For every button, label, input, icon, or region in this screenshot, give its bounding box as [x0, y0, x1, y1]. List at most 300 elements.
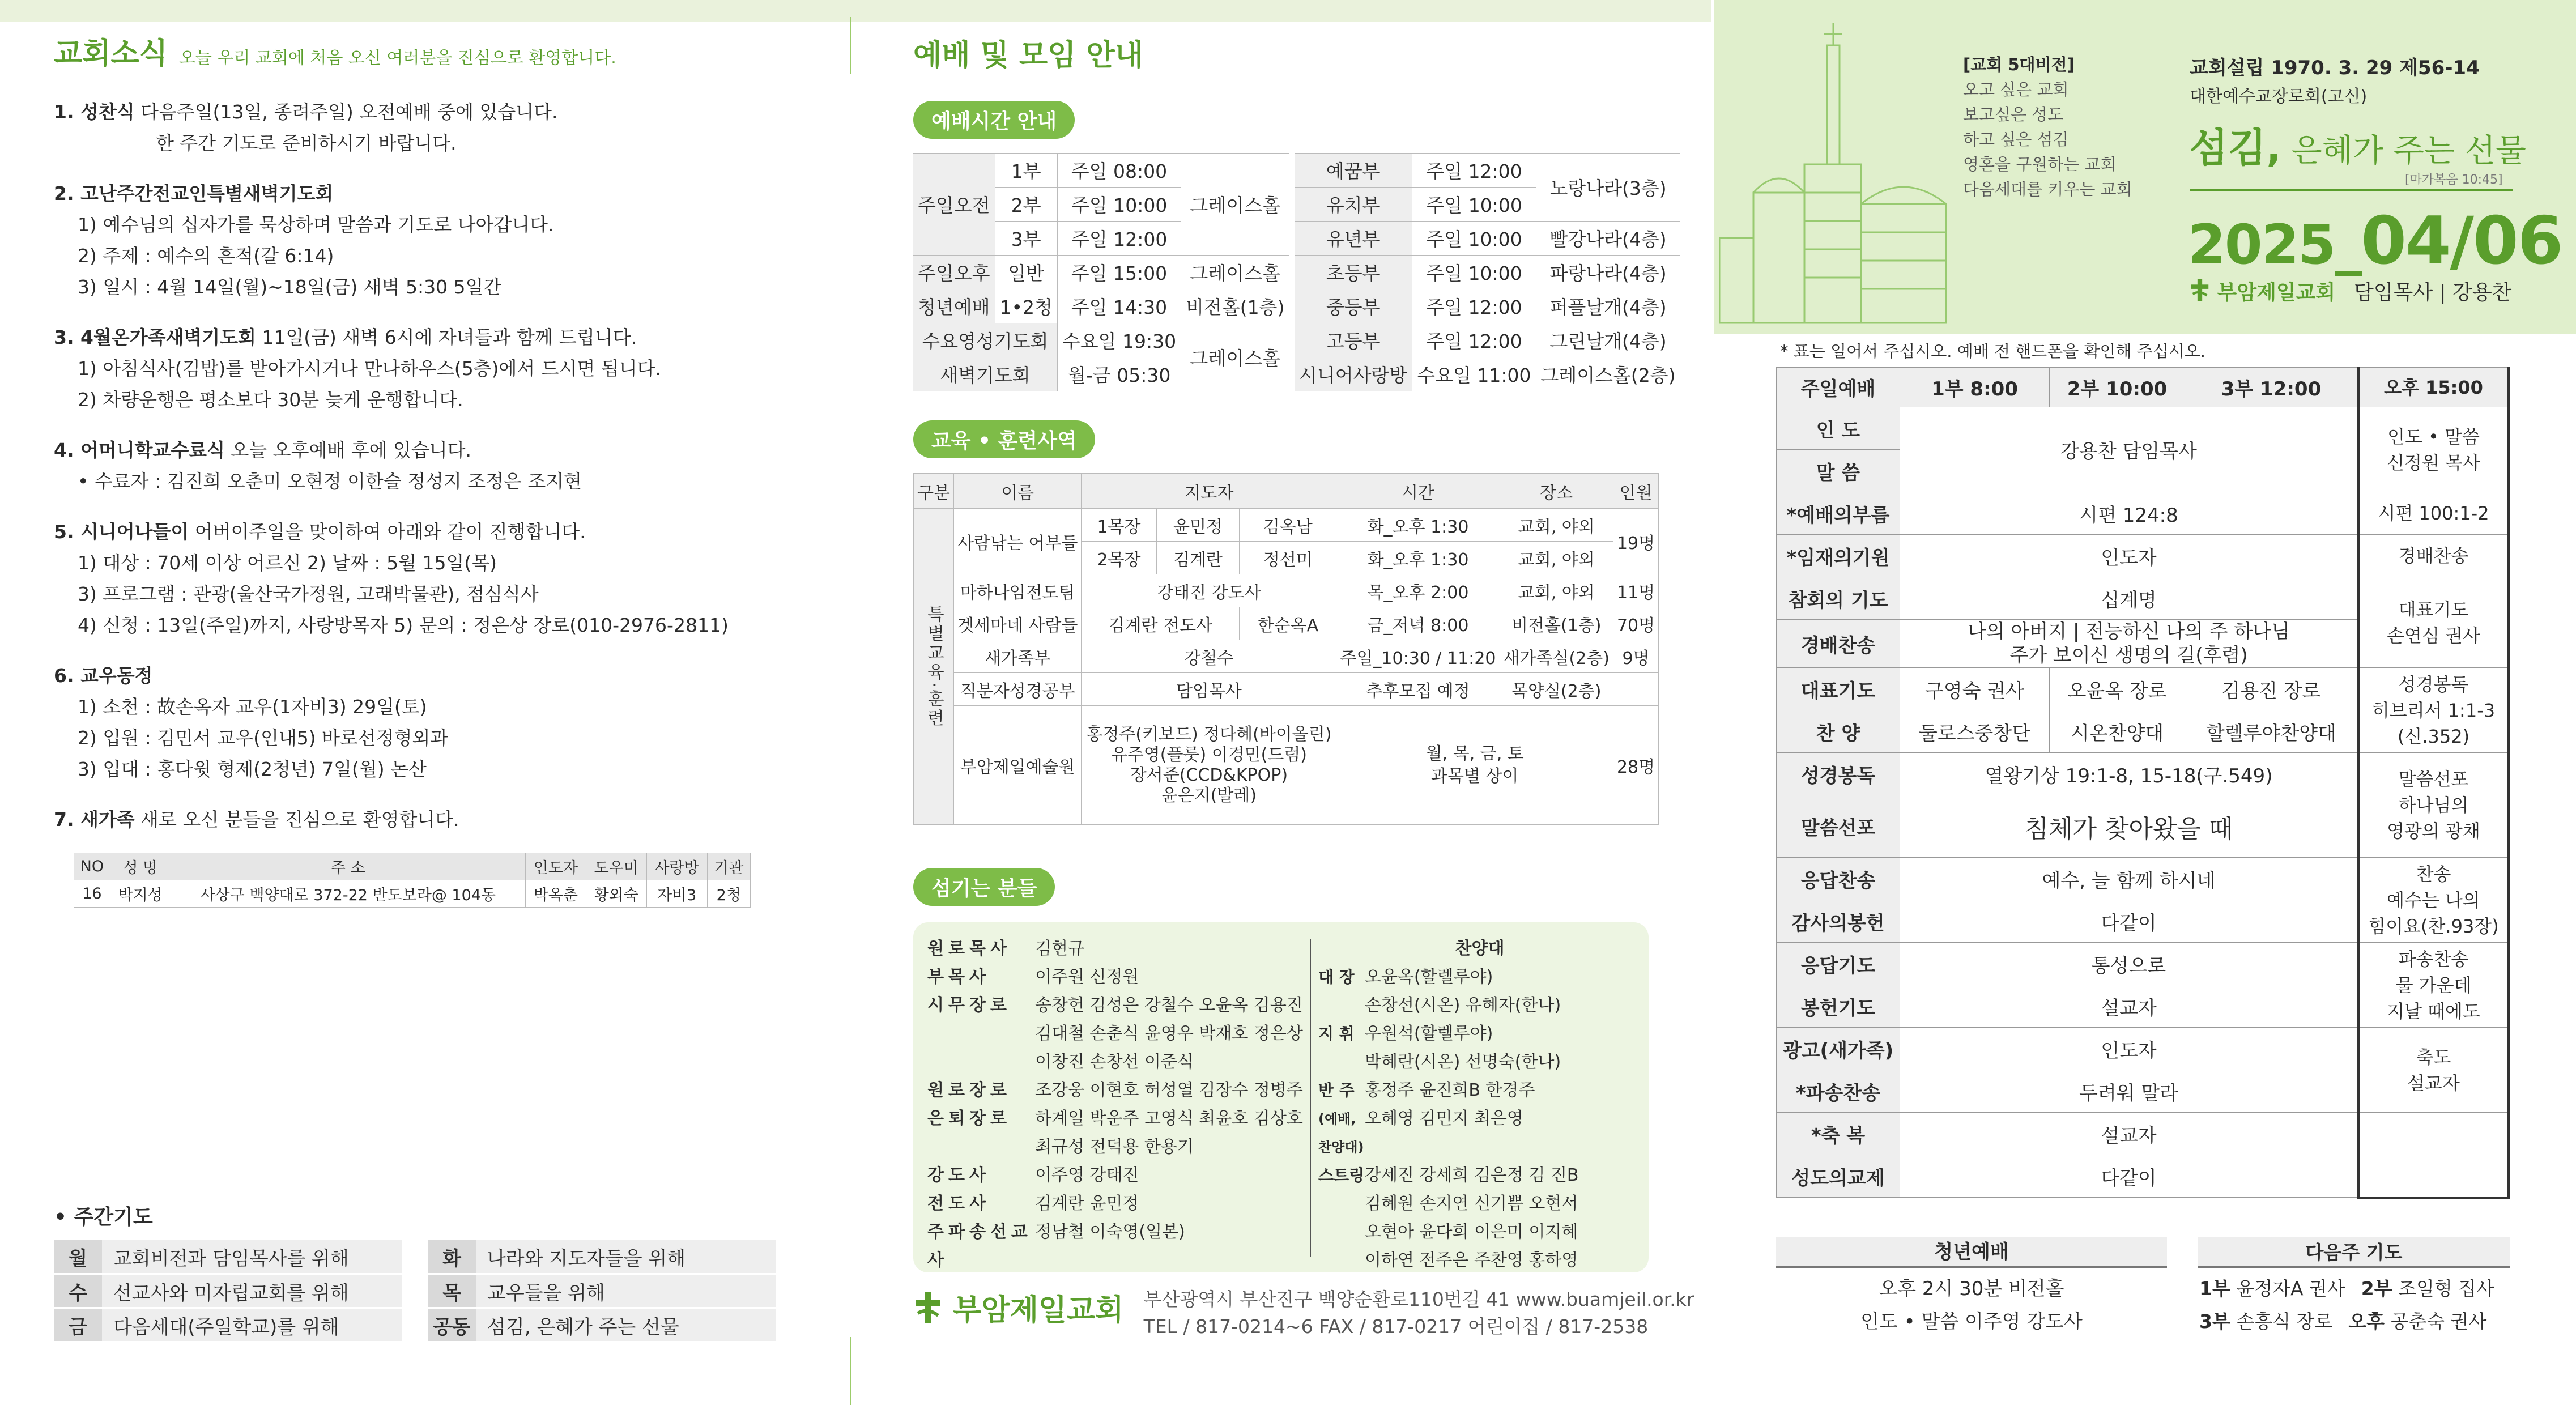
- vision-line: 하고 싶은 섬김: [1963, 130, 2069, 149]
- news-item-title: 2. 고난주간전교인특별새벽기도회: [54, 182, 334, 205]
- prayer-day: 월: [54, 1240, 102, 1274]
- newcomers-header-row: [74, 853, 751, 880]
- order-row: [1777, 753, 2509, 795]
- edu-leader-line: 윤은지(발레): [1161, 785, 1257, 806]
- news-item-head: [54, 178, 802, 209]
- order-pm-title: 말씀선포: [2398, 768, 2469, 790]
- edu-leader: 정선미: [1240, 542, 1336, 574]
- staff-names-line: 김현규: [1035, 939, 1084, 959]
- newcomers-cell: 박옥춘: [525, 880, 586, 908]
- dept-time: 수요일 11:00: [1412, 357, 1536, 391]
- order-am-line: 인도자: [2101, 1039, 2157, 1062]
- next-prayer-name: 공춘숙 권사: [2384, 1310, 2487, 1332]
- order-am-line: 다같이: [2101, 912, 2157, 935]
- order-label: *축 복: [1777, 1113, 1900, 1155]
- dept-place: 퍼플날개(4층): [1536, 289, 1680, 323]
- staff-role: 원로목사: [927, 939, 1011, 959]
- edu-count: 19명: [1613, 509, 1658, 574]
- dept-name: 초등부: [1295, 256, 1412, 289]
- order-am-line: 열왕기상 19:1-8, 15-18(구.549): [1985, 764, 2273, 787]
- edu-leader-line: 홍정주(키보드) 정다혜(바이올린): [1086, 724, 1332, 744]
- worship-time: 수요일 19:30: [1057, 323, 1181, 357]
- staff-names: [1035, 1218, 1185, 1246]
- newcomers-table: [74, 853, 751, 908]
- news-item-line: 3) 프로그램 : 관광(울산국가정원, 고래박물관), 점심식사: [78, 583, 539, 605]
- choir-role-sub: (예배,찬양대): [1318, 1111, 1364, 1155]
- slogan-verse: [마가복음 10:45]: [2405, 173, 2503, 187]
- staff-divider: [1310, 939, 1311, 1257]
- dept-name: 시니어사랑방: [1295, 357, 1412, 391]
- edu-name: 사람낚는 어부들: [953, 509, 1081, 574]
- order-pm-line: 예수는 나의: [2387, 889, 2480, 911]
- slogan-b: 은혜가 주는 선물: [2281, 133, 2526, 169]
- dept-name: 예꿈부: [1295, 154, 1412, 188]
- order-label: *파송찬송: [1777, 1070, 1900, 1113]
- choir-row: [1318, 1161, 1641, 1275]
- staff-role: 강도사: [927, 1165, 990, 1185]
- choir-names: [1365, 1020, 1561, 1076]
- fold-line-left: [850, 17, 851, 74]
- edu-time: 금_저녁 8:00: [1336, 607, 1500, 640]
- news-item-line: 1) 아침식사(김밥)를 받아가시거나 만나하우스(5층)에서 드시면 됩니다.: [78, 357, 662, 380]
- staff-label: 섬기는 분들: [913, 868, 1055, 906]
- newcomers-cell: 자비3: [646, 880, 707, 908]
- choir-names: [1365, 1161, 1579, 1275]
- edu-time: 주일_10:30 / 11:20: [1336, 640, 1500, 673]
- choir-role: [1318, 1020, 1365, 1048]
- worship-time: 주일 14:30: [1057, 289, 1181, 323]
- order-label: 찬 양: [1777, 710, 1900, 753]
- order-am-line: 십계명: [2101, 589, 2157, 612]
- order-pm-title: 경배찬송: [2398, 545, 2469, 567]
- order-am-line: 예수, 늘 함께 하시네: [2042, 869, 2216, 892]
- newcomers-header-cell: NO: [74, 853, 110, 880]
- staff-names-line: 이창진 손창선 이준식: [1035, 1052, 1194, 1072]
- news-item-head: [54, 804, 802, 835]
- next-prayer-entry: [2199, 1278, 2345, 1300]
- staff-names: [1035, 1190, 1139, 1218]
- worship-right-row: [1295, 323, 1680, 357]
- choir-names: [1365, 1076, 1535, 1133]
- dept-time: 주일 10:00: [1412, 222, 1536, 256]
- worship-part: 1•2청: [995, 289, 1057, 323]
- staff-row: [927, 1105, 1303, 1161]
- order-am-cell: [1900, 753, 2359, 795]
- edu-row: [914, 509, 1659, 542]
- dept-place: 그린날개(4층): [1536, 323, 1680, 357]
- edu-leader: 김계란 전도사: [1082, 607, 1240, 640]
- newcomers-row: [74, 880, 751, 908]
- edu-leader: 강철수: [1082, 640, 1336, 673]
- worship-right-row: [1295, 154, 1680, 188]
- choir-names-line: 김혜원 손지연 신기쁨 오현서: [1365, 1194, 1578, 1214]
- order-am-line: 설교자: [2101, 997, 2157, 1020]
- edu-leader: [1082, 706, 1336, 825]
- worship-left-row: [913, 289, 1289, 323]
- order-row: [1777, 1113, 2509, 1155]
- footer: [913, 1286, 1694, 1340]
- news-list: [54, 96, 802, 854]
- staff-names-line: 김계란 윤민정: [1035, 1194, 1139, 1214]
- order-header-row: [1777, 368, 2509, 407]
- worship-right-row: [1295, 256, 1680, 289]
- choir-row: [1318, 1076, 1641, 1161]
- dept-place: 파랑나라(4층): [1536, 256, 1680, 289]
- news-item-title: 3. 4월온가족새벽기도회: [54, 326, 256, 348]
- youth-line2: 인도 • 말씀 이주영 강도사: [1860, 1310, 2083, 1333]
- order-am-line: 설교자: [2101, 1124, 2157, 1147]
- news-title: 교회소식: [54, 37, 168, 71]
- choir-row: [1318, 963, 1641, 1020]
- choir-names-line: 손창선(시온) 유혜자(한나): [1365, 995, 1561, 1015]
- order-row: [1777, 1155, 2509, 1198]
- news-item: [54, 178, 802, 303]
- edu-count: [1613, 673, 1658, 706]
- staff-role: 주파송선교사: [927, 1222, 1032, 1270]
- edu-row: [914, 706, 1659, 825]
- worship-service-name: 청년예배: [913, 289, 995, 323]
- news-item: [54, 435, 802, 497]
- news-item-title: 4. 어머니학교수료식: [54, 439, 225, 461]
- next-prayer-name: 손흥식 장로: [2230, 1310, 2333, 1332]
- dept-name: 유년부: [1295, 222, 1412, 256]
- worship-part: 3부: [995, 222, 1057, 256]
- news-item: [54, 660, 802, 785]
- fold-line-left-bottom: [850, 1337, 851, 1405]
- choir-names: [1365, 963, 1561, 1020]
- prayer-text: 섬김, 은혜가 주는 선물: [476, 1308, 776, 1342]
- newcomers-header-cell: 인도자: [525, 853, 586, 880]
- edu-name: 마하나임전도팀: [953, 574, 1081, 607]
- edu-time: 화_오후 1:30: [1336, 542, 1500, 574]
- news-item-line: 1) 예수님의 십자가를 묵상하며 말씀과 기도로 나아갑니다.: [78, 214, 554, 236]
- edu-leader: 윤민정: [1156, 509, 1240, 542]
- worship-left-row: [913, 154, 1289, 188]
- news-item-text: 다음주일(13일, 종려주일) 오전예배 중에 있습니다.: [134, 101, 558, 123]
- next-prayer-name: 조일형 집사: [2392, 1278, 2495, 1300]
- order-pm-line: (신.352): [2397, 725, 2470, 747]
- news-item: [54, 516, 802, 641]
- date-year: 2025_: [2188, 213, 2361, 276]
- staff-names-line: 조강웅 이현호 허성열 김장수 정병주: [1035, 1080, 1303, 1100]
- worship-service-name: 수요영성기도회: [913, 323, 1057, 357]
- staff-row: [927, 935, 1303, 963]
- newcomers-header-cell: 기관: [707, 853, 750, 880]
- bulletin-date: [2188, 203, 2562, 279]
- footer-church-name: 부암제일교회: [953, 1293, 1124, 1327]
- order-label: 경배찬송: [1777, 620, 1900, 668]
- news-item: [54, 322, 802, 415]
- next-prayer-title: 다음주 기도: [2198, 1237, 2510, 1268]
- worship-right-row: [1295, 289, 1680, 323]
- next-prayer-entry: [2348, 1310, 2486, 1332]
- staff-row: [927, 1161, 1303, 1190]
- order-pm-cell: [2358, 407, 2509, 492]
- church-cross-icon: [913, 1291, 943, 1325]
- order-part-cell: 오윤옥 장로: [2050, 668, 2185, 710]
- worship-left-row: [913, 256, 1289, 289]
- order-am-cell: 강용찬 담임목사: [1900, 407, 2359, 492]
- order-pm-cell: [2358, 668, 2509, 753]
- order-part-cell: 구영숙 권사: [1900, 668, 2050, 710]
- news-subtitle: 오늘 우리 교회에 처음 오신 여러분을 진심으로 환영합니다.: [178, 48, 616, 68]
- prayer-text: 나라와 지도자들을 위해: [476, 1240, 776, 1274]
- church-cross-icon: [2190, 278, 2210, 303]
- order-pm-cell: [2358, 1028, 2509, 1113]
- order-row: [1777, 943, 2509, 985]
- staff-row: [927, 991, 1303, 1076]
- order-label: 말씀선포: [1777, 795, 1900, 858]
- date-month-day: 04/06: [2361, 203, 2562, 279]
- staff-names: [1035, 1105, 1303, 1161]
- dept-time: 주일 10:00: [1412, 188, 1536, 222]
- prayer-row: [54, 1240, 776, 1274]
- youth-line1: 오후 2시 30분 비전홀: [1879, 1278, 2064, 1300]
- order-pm-title: 찬송: [2416, 863, 2451, 885]
- choir-names-line: 박혜란(시온) 선명숙(한나): [1365, 1052, 1561, 1072]
- edu-header-cell: 시간: [1336, 474, 1500, 509]
- order-label: 응답기도: [1777, 943, 1900, 985]
- choir-role-label: 지 휘: [1318, 1024, 1355, 1043]
- newcomers-cell: 사상구 백양대로 372-22 반도보라@ 104동: [171, 880, 525, 908]
- order-header-cell: 1부 8:00: [1900, 368, 2050, 407]
- order-header-cell: 주일예배: [1777, 368, 1900, 407]
- news-item-line: 2) 차량운행은 평소보다 30분 늦게 운행합니다.: [78, 389, 463, 411]
- choir-role: [1318, 1076, 1365, 1161]
- edu-table: [913, 473, 1659, 825]
- footer-address[interactable]: 부산광역시 부산진구 백양순환로110번길 41 www.buamjeil.or.kr: [1143, 1288, 1694, 1310]
- worship-order-table: [1776, 367, 2510, 1199]
- edu-time: 목_오후 2:00: [1336, 574, 1500, 607]
- staff-names-line: 정남철 이숙영(일본): [1035, 1222, 1185, 1242]
- worship-part: 2부: [995, 188, 1057, 222]
- worship-place: 그레이스홀: [1181, 323, 1289, 391]
- choir-names-line: 오윤옥(할렐루야): [1365, 967, 1493, 987]
- staff-left: [927, 935, 1303, 1275]
- edu-row: [914, 574, 1659, 607]
- order-row: [1777, 858, 2509, 900]
- news-item-text: 오늘 오후예배 후에 있습니다.: [225, 439, 472, 461]
- staff-row: [927, 963, 1303, 991]
- dept-place: 빨강나라(4층): [1536, 222, 1680, 256]
- news-item-title: 7. 새가족: [54, 808, 135, 831]
- prayer-spacer: [402, 1240, 428, 1274]
- dept-place: 노랑나라(3층): [1536, 154, 1680, 222]
- dept-name: 유치부: [1295, 188, 1412, 222]
- worship-service-name: 주일오후: [913, 256, 995, 289]
- order-header-cell: 3부 12:00: [2185, 368, 2358, 407]
- order-pm-cell: [2358, 492, 2509, 535]
- vision-line: 다음세대를 키우는 교회: [1963, 180, 2132, 199]
- order-am-cell: [1900, 620, 2359, 668]
- worship-part: 일반: [995, 256, 1057, 289]
- edu-count: 70명: [1613, 607, 1658, 640]
- edu-place: 교회, 야외: [1500, 509, 1613, 542]
- edu-place: 목양실(2층): [1500, 673, 1613, 706]
- staff-names-line: 송창헌 김성은 강철수 오윤옥 김용진: [1035, 995, 1303, 1015]
- next-week-prayer: [2198, 1237, 2510, 1338]
- newcomers-cell: 16: [74, 880, 110, 908]
- news-item-line: 1) 대상 : 70세 이상 어르신 2) 날짜 : 5월 15일(목): [78, 552, 497, 574]
- worship-time: 주일 15:00: [1057, 256, 1181, 289]
- edu-header-row: [914, 474, 1659, 509]
- order-row: [1777, 577, 2509, 620]
- youth-title: 청년예배: [1776, 1237, 2167, 1268]
- news-item-line: 한 주간 기도로 준비하시기 바랍니다.: [156, 132, 457, 154]
- staff-role: 부목사: [927, 967, 990, 987]
- order-part-cell: 시온찬양대: [2050, 710, 2185, 753]
- prayer-day: 목: [428, 1274, 476, 1308]
- edu-category: 특별교육·훈련: [914, 509, 954, 825]
- order-pm-cell: [2358, 577, 2509, 668]
- worship-table-right: [1295, 153, 1680, 391]
- order-label: 성경봉독: [1777, 753, 1900, 795]
- worship-label: 예배시간 안내: [913, 101, 1075, 139]
- vision-line: 보고싶은 성도: [1963, 105, 2064, 124]
- order-am-cell: [1900, 1113, 2359, 1155]
- order-row: [1777, 535, 2509, 577]
- order-row: [1777, 492, 2509, 535]
- news-item-head: [54, 516, 802, 547]
- order-am-cell: [1900, 795, 2359, 858]
- staff-names: [1035, 935, 1084, 963]
- edu-header-cell: 장소: [1500, 474, 1613, 509]
- footer-phone: TEL / 817-0214~6 FAX / 817-0217 어린이집 / 817-2538: [1143, 1315, 1649, 1338]
- next-prayer-part: 3부: [2199, 1310, 2230, 1332]
- edu-count: 11명: [1613, 574, 1658, 607]
- newcomers-header-cell: 사랑방: [646, 853, 707, 880]
- edu-place: 교회, 야외: [1500, 574, 1613, 607]
- staff-row: [927, 1076, 1303, 1105]
- prayer-day: 금: [54, 1308, 102, 1342]
- order-row: [1777, 668, 2509, 710]
- order-pm-title: 파송찬송: [2398, 948, 2469, 970]
- worship-table-left: [913, 153, 1289, 391]
- edu-name: 직분자성경공부: [953, 673, 1081, 706]
- choir-names-line: 오현아 윤다희 이은미 이지혜: [1365, 1222, 1578, 1242]
- choir-role-label: 대 장: [1318, 968, 1355, 986]
- edu-count: 28명: [1613, 706, 1658, 825]
- dept-time: 주일 12:00: [1412, 154, 1536, 188]
- order-pm-title: 대표기도: [2398, 598, 2469, 620]
- worship-place: 그레이스홀: [1181, 154, 1289, 256]
- order-row: [1777, 1028, 2509, 1070]
- dept-name: 고등부: [1295, 323, 1412, 357]
- edu-leader-line: 장서준(CCD&KPOP): [1130, 765, 1288, 785]
- header-church: [2190, 276, 2335, 305]
- edu-row: [914, 673, 1659, 706]
- worship-service-name: 주일오전: [913, 154, 995, 256]
- prayer-day: 공동: [428, 1308, 476, 1342]
- order-header-cell: 2부 10:00: [2050, 368, 2185, 407]
- middle-title: 예배 및 모임 안내: [913, 39, 1143, 73]
- edu-leader-group: 2목장: [1082, 542, 1156, 574]
- edu-time-line: 과목별 상이: [1430, 766, 1519, 786]
- choir-role-label: 스트링: [1318, 1166, 1365, 1185]
- order-am-line: 나의 아버지 | 전능하신 나의 주 하나님: [1968, 620, 2290, 643]
- slogan-a: 섬김,: [2190, 125, 2281, 171]
- worship-part: 1부: [995, 154, 1057, 188]
- order-pm-line: 힘이요(찬.93장): [2368, 915, 2499, 937]
- order-am-line: 주가 보이신 생명의 길(후렴): [2009, 644, 2248, 667]
- staff-role: 은퇴장로: [927, 1109, 1011, 1129]
- next-prayer-name: 윤정자A 권사: [2230, 1278, 2345, 1300]
- order-pm-line: 신정원 목사: [2387, 452, 2480, 474]
- order-note: * 표는 일어서 주십시오. 예배 전 핸드폰을 확인해 주십시오.: [1780, 342, 2206, 361]
- next-prayer-entry: [2199, 1310, 2332, 1332]
- news-header: [54, 29, 616, 72]
- news-item-head: [54, 660, 802, 691]
- worship-time: 주일 08:00: [1057, 154, 1181, 188]
- choir-names-line: 우원석(할렐루야): [1365, 1024, 1493, 1044]
- order-am-cell: [1900, 492, 2359, 535]
- order-label: 광고(새가족): [1777, 1028, 1900, 1070]
- order-label: *임재의기원: [1777, 535, 1900, 577]
- top-band: [0, 0, 1711, 22]
- order-am-cell: [1900, 858, 2359, 900]
- prayer-row: [54, 1308, 776, 1342]
- worship-place: 그레이스홀: [1181, 256, 1289, 289]
- order-part-cell: 할렐루야찬양대: [2185, 710, 2358, 753]
- staff-names-line: 하계일 박운주 고영식 최윤호 김상호: [1035, 1109, 1303, 1129]
- dept-name: 중등부: [1295, 289, 1412, 323]
- dept-place: 그레이스홀(2층): [1536, 357, 1680, 391]
- news-item-line: 4) 신청 : 13일(주일)까지, 사랑방목자 5) 문의 : 정은상 장로(010-2976-2811): [78, 614, 729, 636]
- order-am-line: 다같이: [2101, 1166, 2157, 1190]
- choir-title: 찬양대: [1455, 939, 1505, 959]
- edu-place: 비전홀(1층): [1500, 607, 1613, 640]
- order-pm-title: 축도: [2416, 1046, 2451, 1068]
- worship-time: 주일 10:00: [1057, 188, 1181, 222]
- news-item-line: 2) 주제 : 예수의 흔적(갈 6:14): [78, 245, 334, 267]
- edu-name: 겟세마네 사람들: [953, 607, 1081, 640]
- edu-leader: 김계란: [1156, 542, 1240, 574]
- order-label: 응답찬송: [1777, 858, 1900, 900]
- prayer-text: 교우들을 위해: [476, 1274, 776, 1308]
- newcomers-cell: 박지성: [110, 880, 171, 908]
- edu-leader-line: 유주영(플룻) 이경민(드럼): [1110, 744, 1307, 765]
- newcomers-header-cell: 도우미: [586, 853, 646, 880]
- prayer-text: 선교사와 미자립교회를 위해: [102, 1274, 402, 1308]
- news-item-line: 1) 소천 : 故손옥자 교우(1자비3) 29일(토): [78, 696, 427, 718]
- edu-time: [1336, 706, 1613, 825]
- worship-right-row: [1295, 222, 1680, 256]
- edu-leader: 김옥남: [1240, 509, 1336, 542]
- order-am-line: 두려워 말라: [2079, 1082, 2179, 1105]
- prayer-row: [54, 1274, 776, 1308]
- denomination: 대한예수교장로회(고신): [2190, 87, 2368, 107]
- choir-names-line: 강세진 강세희 김은정 김 진B: [1365, 1165, 1579, 1185]
- order-am-cell: [1900, 985, 2359, 1028]
- prayer-day: 화: [428, 1240, 476, 1274]
- edu-name: 새가족부: [953, 640, 1081, 673]
- order-label: 감사의봉헌: [1777, 900, 1900, 943]
- order-label: 봉헌기도: [1777, 985, 1900, 1028]
- weekly-prayer-title: • 주간기도: [54, 1206, 153, 1229]
- edu-name: 부암제일예술원: [953, 706, 1081, 825]
- header-pastor: 담임목사 | 강용찬: [2354, 281, 2512, 304]
- order-pm-title: 인도 • 말씀: [2387, 425, 2480, 448]
- vision-line: 영혼을 구원하는 교회: [1963, 155, 2117, 174]
- order-pm-line: 히브리서 1:1-3: [2371, 699, 2496, 721]
- choir-role-label: 반 주: [1318, 1081, 1355, 1100]
- order-label: 성도의교제: [1777, 1155, 1900, 1198]
- dept-time: 주일 10:00: [1412, 256, 1536, 289]
- slogan: [2190, 116, 2526, 173]
- edu-row: [914, 607, 1659, 640]
- next-prayer-part: 1부: [2199, 1278, 2230, 1300]
- dept-time: 주일 12:00: [1412, 323, 1536, 357]
